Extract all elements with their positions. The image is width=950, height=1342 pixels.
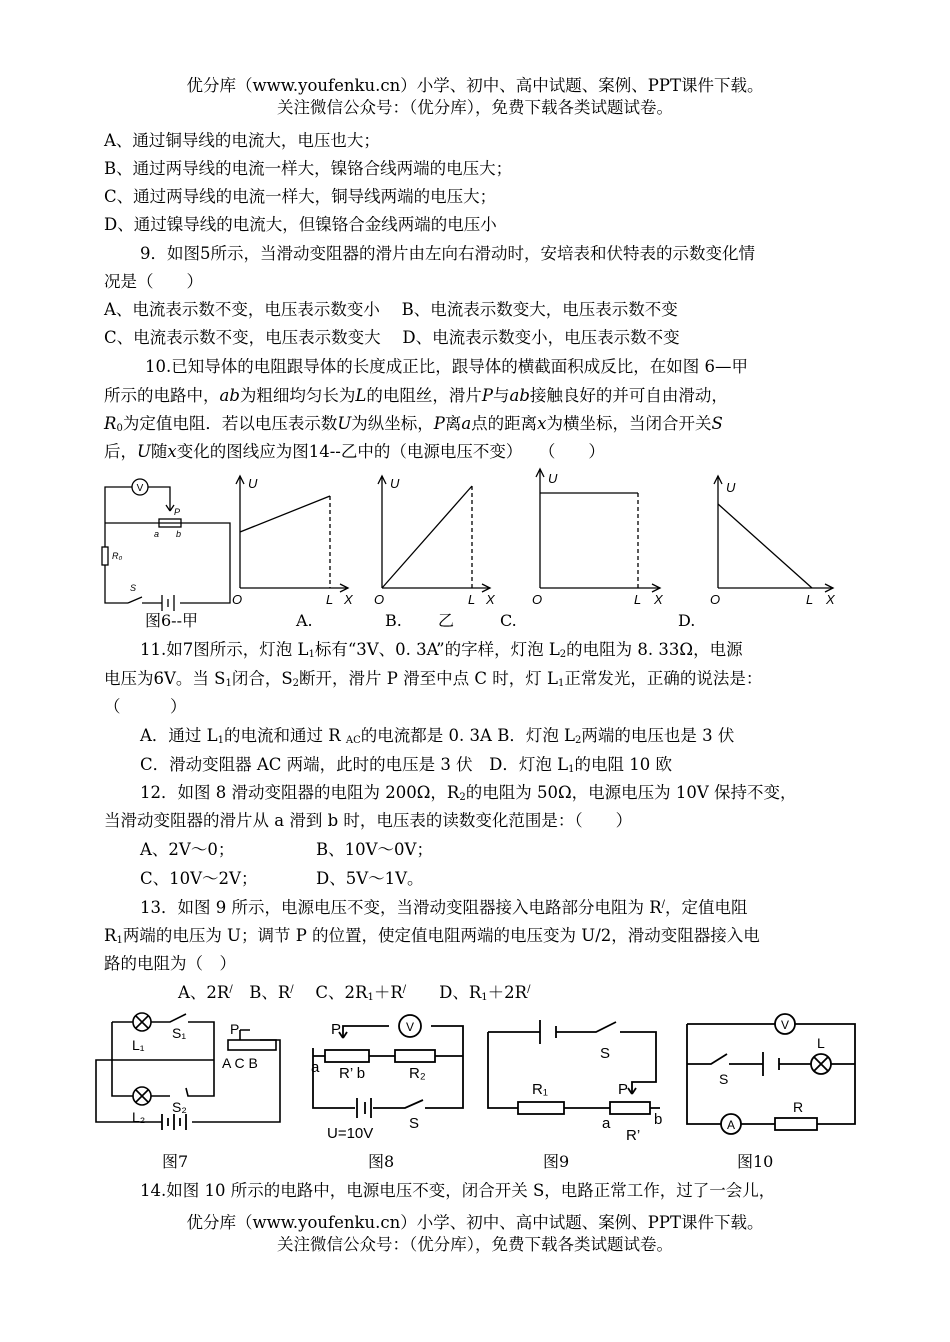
fig8-r2-label: R₂ bbox=[409, 1065, 426, 1082]
graph-b-l-label: L bbox=[468, 592, 476, 607]
graph-d bbox=[708, 470, 838, 605]
fig7-s1-label: S₁ bbox=[172, 1025, 187, 1041]
q10-line-2: 所示的电路中，ab为粗细均匀长为L的电阻丝，滑片P与ab接触良好的并可自由滑动， bbox=[104, 386, 728, 405]
fig7-l1-label: L₁ bbox=[132, 1037, 145, 1053]
q8-option-a: A、通过铜导线的电流大，电压也大； bbox=[104, 131, 380, 150]
graph-c-caption: C. bbox=[500, 611, 517, 630]
graph-d-caption: D. bbox=[678, 611, 696, 630]
fig6-yi-caption: 乙 bbox=[438, 611, 455, 630]
q13-line-3: 路的电阻为（ ） bbox=[104, 954, 236, 973]
fig7-caption: 图7 bbox=[162, 1152, 189, 1171]
fig7-l2-label: L₂ bbox=[132, 1109, 146, 1125]
fig8-s-label: S bbox=[409, 1115, 420, 1132]
graph-c bbox=[530, 465, 670, 607]
q12-option-c: C、10V～2V； bbox=[140, 869, 258, 888]
q9-stem-2: 况是（ ） bbox=[104, 272, 203, 291]
graph-d-u-label: U bbox=[726, 480, 736, 495]
fig9-circuit bbox=[482, 1012, 672, 1152]
graph-c-l-label: L bbox=[634, 592, 642, 607]
q10-line-4: 后，U随x变化的图线应为图14--乙中的（电源电压不变） （ ） bbox=[104, 442, 605, 461]
q13-options: A、2R/ B、R/ C、$2R_1+R^/$ D、$R_1+2R^/$ bbox=[178, 983, 531, 1003]
graph-d-x-label: X bbox=[826, 592, 835, 607]
graph-c-o-label: O bbox=[532, 592, 543, 607]
fig6-p-label: P bbox=[174, 507, 181, 517]
header-line-1: 优分库（www.youfenku.cn）小学、初中、高中试题、案例、PPT课件下载。 bbox=[186, 76, 764, 95]
fig9-p-label: P bbox=[618, 1081, 629, 1098]
graph-d-o-label: O bbox=[710, 592, 721, 607]
fig9-b-label: b bbox=[654, 1111, 663, 1128]
fig8-voltage-label: U=10V bbox=[327, 1125, 374, 1142]
q8-option-d: D、通过镍导线的电流大，但镍铬合金线两端的电压小 bbox=[104, 215, 497, 234]
fig6-a-label: a bbox=[154, 529, 160, 539]
header-line-2: 关注微信公众号：（优分库），免费下载各类试题试卷。 bbox=[277, 98, 673, 117]
q13-line-1: 13．如图 9 所示，电源电压不变，当滑动变阻器接入电路部分电阻为 R/，定值电阻 bbox=[140, 898, 748, 917]
fig8-circuit bbox=[305, 1012, 475, 1152]
fig10-l-label: L bbox=[817, 1035, 825, 1051]
graph-a-x-label: X bbox=[344, 592, 353, 607]
fig10-voltmeter-label: V bbox=[780, 1018, 790, 1032]
graph-a-caption: A. bbox=[296, 611, 313, 630]
q12-option-d: D、5V～1V。 bbox=[316, 869, 424, 888]
q8-option-b: B、通过两导线的电流一样大，镍铬合线两端的电压大； bbox=[104, 159, 513, 178]
q13-line-2: $R_1$两端的电压为 U；调节 P 的位置，使定值电阻两端的电压变为 U/2，滑动变阻器接入电 bbox=[104, 926, 760, 946]
q14-line-1: 14.如图 10 所示的电路中，电源电压不变，闭合开关 S，电路正常工作，过了一会儿， bbox=[140, 1181, 776, 1200]
graph-a-o-label: O bbox=[232, 592, 243, 607]
q12-line-2: 当滑动变阻器的滑片从 a 滑到 b 时，电压表的读数变化范围是：（ ） bbox=[104, 811, 633, 830]
q10-line-3: $R_0$为定值电阻．若以电压表示数U为纵坐标，P离a点的距离x为横坐标，当闭合开关S bbox=[104, 414, 723, 434]
q11-options-ab: A．通过 $L_1$的电流和通过 R $_{AC}$的电流都是 0. 3A B．灯泡 $L_2$两端的电压也是 3 伏 bbox=[140, 726, 735, 746]
fig10-r-label: R bbox=[793, 1099, 804, 1115]
q11-line-1: 11.如7图所示，灯泡 $L_1$标有“3V、0. 3A”的字样，灯泡 $L_2$的电阻为 8. 33Ω，电源 bbox=[140, 640, 743, 660]
footer-line-2: 关注微信公众号：（优分库），免费下载各类试题试卷。 bbox=[277, 1235, 673, 1254]
fig9-r-prime-label: R’ bbox=[626, 1127, 641, 1144]
fig10-ammeter-label: A bbox=[726, 1118, 736, 1132]
fig6-r0-label: R₀ bbox=[112, 551, 123, 561]
fig8-p-label: P bbox=[331, 1021, 342, 1038]
q9-options-ab: A、电流表示数不变，电压表示数变小 B、电流表示数变大，电压表示数不变 bbox=[104, 300, 678, 319]
graph-b-u-label: U bbox=[390, 476, 400, 491]
fig9-s-label: S bbox=[600, 1045, 611, 1062]
graph-a bbox=[230, 470, 353, 607]
graph-b-caption: B. bbox=[385, 611, 402, 630]
fig10-caption: 图10 bbox=[737, 1152, 774, 1171]
q9-options-cd: C、电流表示数不变，电压表示数变大 D、电流表示数变小，电压表示数不变 bbox=[104, 328, 680, 347]
fig6-caption: 图6--甲 bbox=[145, 611, 198, 630]
fig9-caption: 图9 bbox=[543, 1152, 570, 1171]
fig7-p-label: P bbox=[230, 1021, 240, 1037]
graph-a-l-label: L bbox=[326, 592, 334, 607]
fig6-b-label: b bbox=[176, 529, 182, 539]
fig8-voltmeter-label: V bbox=[405, 1020, 415, 1034]
q11-line-3: （ ） bbox=[104, 697, 187, 716]
q12-line-1: 12．如图 8 滑动变阻器的电阻为 200Ω，$R_2$的电阻为 50Ω，电源电压为 10V 保持不变， bbox=[140, 783, 797, 803]
footer-line-1: 优分库（www.youfenku.cn）小学、初中、高中试题、案例、PPT课件下载。 bbox=[186, 1213, 764, 1232]
fig7-s2-label: S₂ bbox=[172, 1099, 187, 1115]
fig6-s-label: S bbox=[130, 583, 137, 593]
fig6-voltmeter-label: V bbox=[136, 483, 144, 494]
graph-c-u-label: U bbox=[548, 471, 558, 486]
graph-b bbox=[372, 470, 495, 607]
fig8-a-label: a bbox=[311, 1059, 320, 1076]
graph-b-o-label: O bbox=[374, 592, 385, 607]
q11-options-cd: C．滑动变阻器 AC 两端，此时的电压是 3 伏 D．灯泡 $L_1$的电阻 10 欧 bbox=[140, 755, 672, 775]
fig10-s-label: S bbox=[719, 1071, 729, 1087]
q10-line-1: 10.已知导体的电阻跟导体的长度成正比，跟导体的横截面积成反比，在如图 6—甲 bbox=[145, 357, 748, 376]
graph-d-l-label: L bbox=[806, 592, 814, 607]
graph-b-x-label: X bbox=[486, 592, 495, 607]
fig6-circuit bbox=[100, 475, 243, 607]
q11-line-2: 电压为6V。当 $S_1$闭合，$S_2$断开，滑片 P 滑至中点 C 时，灯 $L_1$正常发光，正确的说法是： bbox=[104, 669, 763, 689]
fig8-caption: 图8 bbox=[368, 1152, 395, 1171]
q12-option-a: A、2V～0； bbox=[140, 840, 235, 859]
fig10-circuit bbox=[683, 1010, 863, 1140]
fig8-rb-label: R’ b bbox=[339, 1065, 366, 1082]
q8-option-c: C、通过两导线的电流一样大，铜导线两端的电压大； bbox=[104, 187, 497, 206]
fig7-abc-label: A C B bbox=[222, 1055, 258, 1071]
fig7-circuit bbox=[92, 1010, 292, 1140]
graph-c-x-label: X bbox=[654, 592, 663, 607]
fig9-r1-label: R₁ bbox=[532, 1081, 548, 1098]
q12-option-b: B、10V～0V； bbox=[316, 840, 433, 859]
graph-a-u-label: U bbox=[248, 476, 258, 491]
q9-stem-1: 9．如图5所示，当滑动变阻器的滑片由左向右滑动时，安培表和伏特表的示数变化情 bbox=[140, 244, 755, 263]
fig9-a-label: a bbox=[602, 1115, 611, 1132]
